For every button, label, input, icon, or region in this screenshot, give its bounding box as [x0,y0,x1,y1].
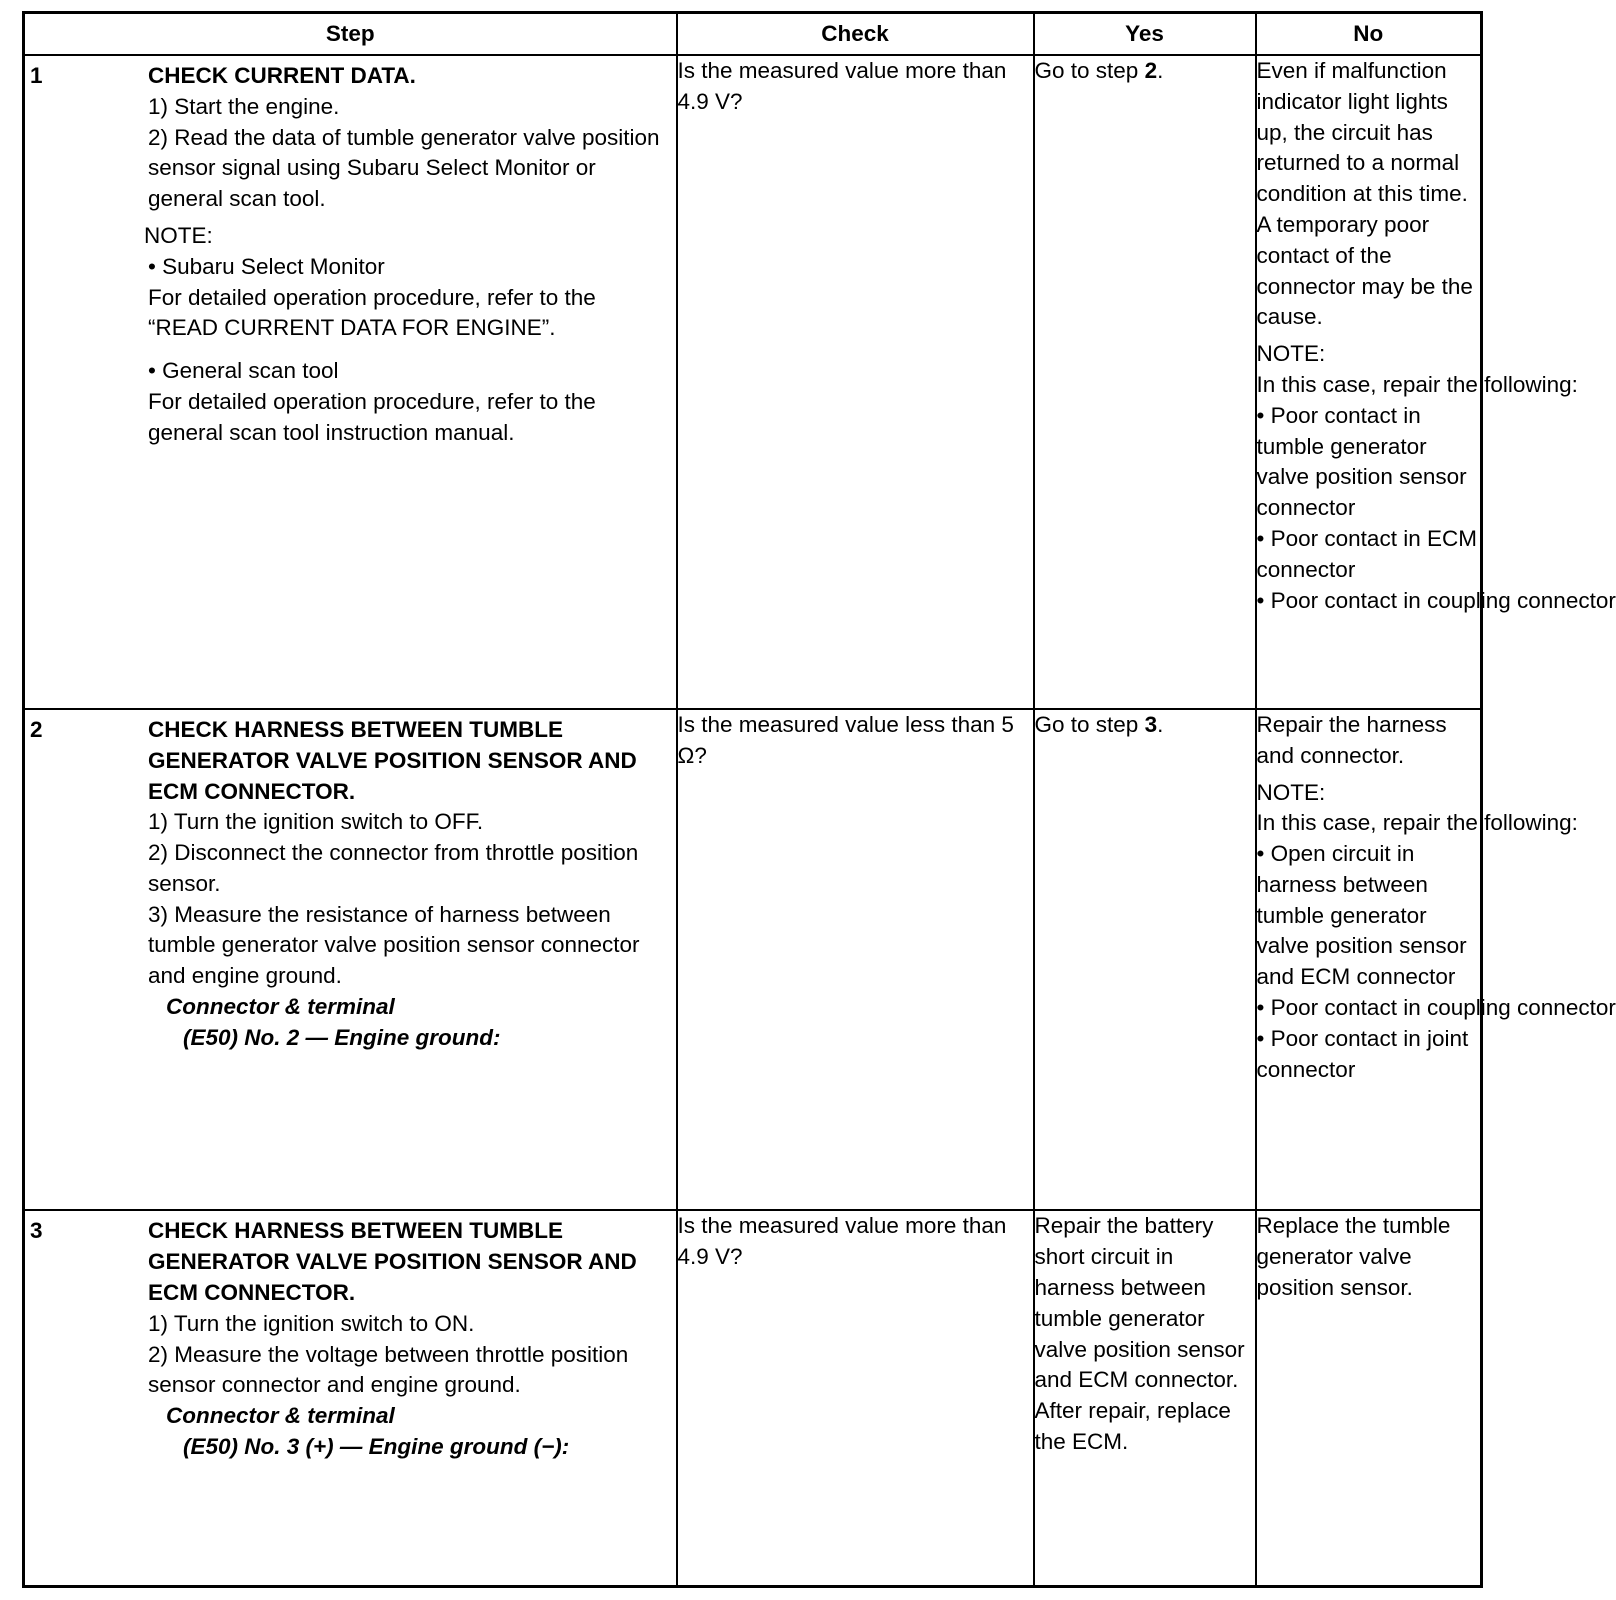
step-line: 2) Disconnect the connector from throttle position sensor. [148,840,639,896]
yes-suffix: . [1157,711,1164,737]
no-bullet: • Poor contact in joint connector [1256,1025,1469,1082]
no-note-label: NOTE: [1256,341,1326,367]
step-line: 2) Read the data of tumble generator valve position sensor signal using Subaru Select Monitor or general scan tool. [148,124,660,212]
step-cell [24,1210,677,1586]
no-bullet: • Poor contact in coupling connector [1256,995,1616,1021]
step-line: 1) Start the engine. [148,93,340,119]
step-body [148,710,676,1054]
diagnostic-table [22,11,1616,1588]
spec-label: Connector & terminal [166,1403,395,1429]
no-cell: Replace the tumble generator valve position sensor. [1256,1210,1482,1586]
note-label: NOTE: [144,222,213,248]
no-note-label: NOTE: [1256,779,1326,805]
yes-prefix: Go to step [1034,711,1145,737]
no-text: Even if malfunction indicator light lights up, the circuit has returned to a normal condition at this time. A temporary poor contact of the connector may be the cause. [1256,58,1473,330]
step-title: CHECK HARNESS BETWEEN TUMBLE GENERATOR VALVE POSITION SENSOR AND ECM CONNECTOR. [148,716,637,804]
yes-cell [1034,709,1256,1210]
spec-value: (E50) No. 2 — Engine ground: [183,1024,501,1050]
no-bullet: • Poor contact in ECM connector [1256,525,1477,582]
table-row [24,709,1482,1210]
no-cell [1256,55,1616,709]
step-number: 1 [30,63,43,88]
check-cell: Is the measured value less than 5 Ω? [677,709,1034,1210]
step-title: CHECK CURRENT DATA. [148,63,416,88]
step-line: 1) Turn the ignition switch to ON. [148,1310,475,1336]
header-no: No [1256,13,1482,56]
yes-prefix: Go to step [1034,58,1145,83]
check-cell: Is the measured value more than 4.9 V? [677,55,1034,709]
yes-step-ref: 3 [1144,711,1158,737]
step-number: 3 [30,1218,43,1244]
header-yes: Yes [1034,13,1256,56]
step-line: 3) Measure the resistance of harness between tumble generator valve position sensor connector and engine ground. [148,901,640,989]
bullet-item: • Subaru Select Monitor [148,253,385,279]
no-cell [1256,709,1616,1210]
step-line: 1) Turn the ignition switch to OFF. [148,809,484,835]
step-cell [24,709,677,1210]
check-cell: Is the measured value more than 4.9 V? [677,1210,1034,1586]
no-bullet: • Poor contact in tumble generator valve position sensor connector [1256,402,1467,521]
yes-step-ref: 2 [1144,58,1158,83]
bullet-text: For detailed operation procedure, refer to the “READ CURRENT DATA FOR ENGINE”. [148,284,596,341]
spec-value: (E50) No. 3 (+) — Engine ground (−): [183,1433,570,1459]
table-row [24,1210,1482,1586]
header-check: Check [677,13,1034,56]
no-bullet: • Open circuit in harness between tumble generator valve position sensor and ECM connector [1256,841,1467,990]
step-number: 2 [30,716,43,742]
bullet-text: For detailed operation procedure, refer to the general scan tool instruction manual. [148,388,596,445]
yes-cell: Repair the battery short circuit in harness between tumble generator valve position sensor and ECM connector. After repair, replace the ECM. [1034,1210,1256,1586]
spec-label: Connector & terminal [166,994,395,1020]
no-note-intro: In this case, repair the following: [1256,371,1578,397]
yes-suffix: . [1157,58,1164,83]
header-step: Step [24,13,677,56]
no-bullet: • Poor contact in coupling connector [1256,587,1616,613]
yes-cell [1034,55,1256,709]
header-row [24,13,1482,56]
step-body [148,1211,676,1462]
table-row [24,55,1482,709]
step-line: 2) Measure the voltage between throttle position sensor connector and engine ground. [148,1341,629,1398]
no-note-intro: In this case, repair the following: [1256,810,1578,836]
step-body [144,56,676,449]
no-text: Repair the harness and connector. [1256,711,1447,768]
step-title: CHECK HARNESS BETWEEN TUMBLE GENERATOR VALVE POSITION SENSOR AND ECM CONNECTOR. [148,1218,637,1305]
step-cell [24,55,677,709]
bullet-item: • General scan tool [148,358,339,384]
